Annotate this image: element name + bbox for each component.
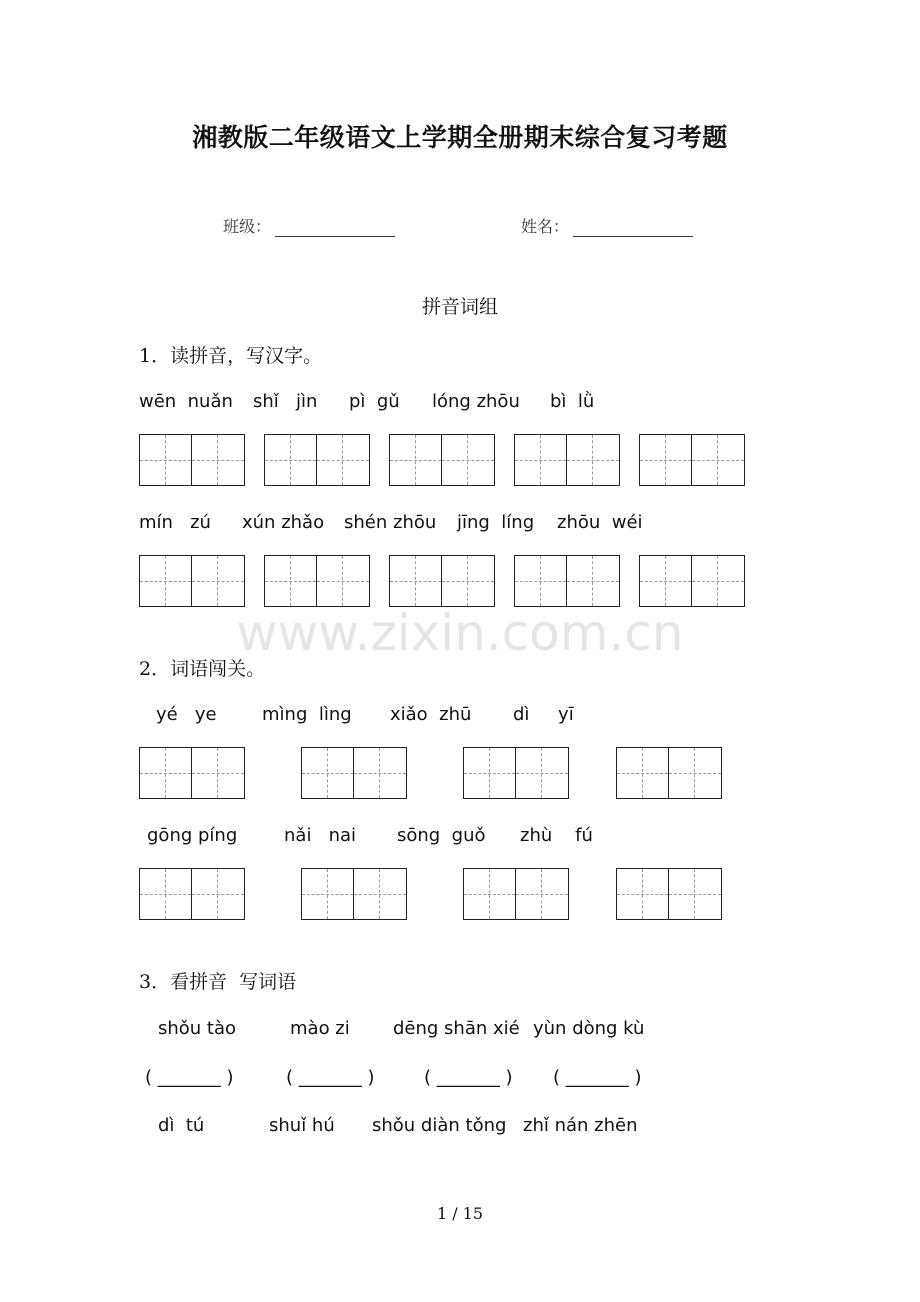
writing-grid[interactable] xyxy=(514,555,620,607)
pinyin-item: dì tú xyxy=(158,1115,205,1136)
pinyin-item: dì yī xyxy=(513,704,574,725)
writing-grid[interactable] xyxy=(301,868,407,920)
pinyin-item: yé ye xyxy=(156,704,217,725)
writing-grid[interactable] xyxy=(139,747,245,799)
pinyin-item: xún zhǎo xyxy=(242,512,325,533)
name-field xyxy=(521,214,693,237)
pinyin-item: zhōu wéi xyxy=(557,512,643,533)
document-title: 湘教版二年级语文上学期全册期末综合复习考题 xyxy=(192,123,728,152)
class-label: 班级： xyxy=(223,217,272,236)
writing-grid[interactable] xyxy=(264,555,370,607)
writing-grid[interactable] xyxy=(463,868,569,920)
answer-blank[interactable]: ( _______ ) xyxy=(553,1067,642,1088)
page-number: 1 / 15 xyxy=(436,1204,484,1223)
pinyin-item: shén zhōu xyxy=(344,512,437,533)
pinyin-item: lóng zhōu xyxy=(432,391,520,412)
writing-grid[interactable] xyxy=(389,555,495,607)
pinyin-item: shǒu tào xyxy=(158,1018,237,1039)
answer-blank[interactable]: ( _______ ) xyxy=(286,1067,375,1088)
writing-grid[interactable] xyxy=(301,747,407,799)
answer-blank[interactable]: ( _______ ) xyxy=(424,1067,513,1088)
pinyin-item: sōng guǒ xyxy=(397,825,486,846)
question-1-heading: 1．读拼音，写汉字。 xyxy=(139,345,323,367)
pinyin-item: shǐ jìn xyxy=(253,391,318,412)
section-title: 拼音词组 xyxy=(421,296,498,318)
writing-grid[interactable] xyxy=(616,747,722,799)
pinyin-item: xiǎo zhū xyxy=(390,704,472,725)
writing-grid[interactable] xyxy=(264,434,370,486)
writing-grid[interactable] xyxy=(139,434,245,486)
writing-grid[interactable] xyxy=(514,434,620,486)
class-blank[interactable] xyxy=(275,216,395,237)
pinyin-item: mìng lìng xyxy=(262,704,352,725)
pinyin-item: mín zú xyxy=(139,512,211,533)
writing-grid[interactable] xyxy=(616,868,722,920)
name-label: 姓名： xyxy=(521,217,570,236)
pinyin-item: zhù fú xyxy=(520,825,593,846)
writing-grid[interactable] xyxy=(139,555,245,607)
name-blank[interactable] xyxy=(573,216,693,237)
pinyin-item: shǒu diàn tǒng xyxy=(372,1115,507,1136)
class-field xyxy=(223,214,395,237)
pinyin-item: shuǐ hú xyxy=(269,1115,335,1136)
question-2-heading: 2．词语闯关。 xyxy=(139,658,266,680)
writing-grid[interactable] xyxy=(389,434,495,486)
pinyin-item: wēn nuǎn xyxy=(139,391,233,412)
answer-blank[interactable]: ( _______ ) xyxy=(145,1067,234,1088)
pinyin-item: pì gǔ xyxy=(349,391,400,412)
pinyin-item: nǎi nai xyxy=(284,825,357,846)
watermark: www.zixin.com.cn xyxy=(236,604,684,662)
writing-grid[interactable] xyxy=(139,868,245,920)
pinyin-item: yùn dòng kù xyxy=(533,1018,645,1039)
writing-grid[interactable] xyxy=(463,747,569,799)
pinyin-item: bì lǜ xyxy=(550,391,595,412)
pinyin-item: dēng shān xié xyxy=(393,1018,520,1039)
pinyin-item: gōng píng xyxy=(147,825,238,846)
writing-grid[interactable] xyxy=(639,434,745,486)
pinyin-item: jīng líng xyxy=(457,512,535,533)
writing-grid[interactable] xyxy=(639,555,745,607)
pinyin-item: mào zi xyxy=(290,1018,350,1039)
question-3-heading: 3．看拼音 写词语 xyxy=(139,971,297,993)
pinyin-item: zhǐ nán zhēn xyxy=(523,1115,638,1136)
